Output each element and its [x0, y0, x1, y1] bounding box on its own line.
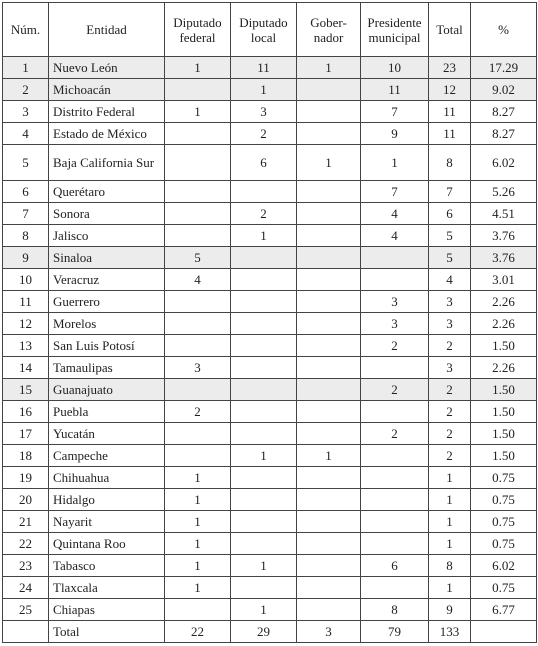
row-num: 8 [3, 225, 49, 247]
row-entidad: Veracruz [49, 269, 165, 291]
row-num: 13 [3, 335, 49, 357]
row-percent: 1.50 [471, 335, 537, 357]
row-num: 12 [3, 313, 49, 335]
row-presidente-municipal: 4 [361, 203, 429, 225]
row-diputado-federal [165, 123, 231, 145]
row-entidad: Baja California Sur [49, 145, 165, 181]
row-diputado-local: 1 [231, 555, 297, 577]
row-num: 11 [3, 291, 49, 313]
row-diputado-local [231, 335, 297, 357]
row-presidente-municipal: 2 [361, 379, 429, 401]
table-row [3, 577, 537, 599]
table-body [3, 57, 537, 621]
row-presidente-municipal: 8 [361, 599, 429, 621]
row-gobernador: 1 [297, 145, 361, 181]
row-total: 11 [429, 101, 471, 123]
row-total: 2 [429, 335, 471, 357]
row-entidad: Michoacán [49, 79, 165, 101]
row-diputado-local: 11 [231, 57, 297, 79]
row-diputado-local [231, 533, 297, 555]
table-row [3, 423, 537, 445]
row-diputado-federal [165, 203, 231, 225]
table-row [3, 269, 537, 291]
row-diputado-local [231, 269, 297, 291]
row-diputado-local [231, 291, 297, 313]
row-diputado-local [231, 511, 297, 533]
table-row [3, 357, 537, 379]
row-num: 25 [3, 599, 49, 621]
row-total: 11 [429, 123, 471, 145]
totals-gobernador: 3 [297, 621, 361, 643]
row-gobernador [297, 577, 361, 599]
row-total: 4 [429, 269, 471, 291]
row-num: 9 [3, 247, 49, 269]
table-row [3, 335, 537, 357]
table-row [3, 511, 537, 533]
row-percent: 0.75 [471, 489, 537, 511]
row-presidente-municipal: 10 [361, 57, 429, 79]
row-percent: 0.75 [471, 533, 537, 555]
row-num: 5 [3, 145, 49, 181]
row-percent: 1.50 [471, 445, 537, 467]
row-total: 1 [429, 533, 471, 555]
row-entidad: Guanajuato [49, 379, 165, 401]
header-total: Total [429, 3, 471, 57]
totals-diputado-local: 29 [231, 621, 297, 643]
row-diputado-local [231, 489, 297, 511]
row-gobernador [297, 291, 361, 313]
row-diputado-federal [165, 181, 231, 203]
row-entidad: Puebla [49, 401, 165, 423]
row-presidente-municipal [361, 577, 429, 599]
row-total: 23 [429, 57, 471, 79]
row-total: 1 [429, 467, 471, 489]
row-gobernador: 1 [297, 57, 361, 79]
row-presidente-municipal [361, 511, 429, 533]
row-total: 8 [429, 555, 471, 577]
row-diputado-local: 2 [231, 123, 297, 145]
row-diputado-federal [165, 313, 231, 335]
row-percent: 1.50 [471, 423, 537, 445]
row-gobernador [297, 269, 361, 291]
row-diputado-local [231, 401, 297, 423]
row-total: 9 [429, 599, 471, 621]
row-presidente-municipal [361, 445, 429, 467]
row-diputado-local [231, 313, 297, 335]
row-gobernador [297, 467, 361, 489]
row-total: 7 [429, 181, 471, 203]
totals-row [3, 621, 537, 643]
row-entidad: Distrito Federal [49, 101, 165, 123]
row-entidad: Tabasco [49, 555, 165, 577]
row-gobernador [297, 599, 361, 621]
row-diputado-federal [165, 145, 231, 181]
row-diputado-federal: 1 [165, 577, 231, 599]
row-gobernador [297, 555, 361, 577]
row-percent: 6.02 [471, 145, 537, 181]
row-gobernador [297, 423, 361, 445]
row-gobernador [297, 357, 361, 379]
row-gobernador [297, 379, 361, 401]
row-percent: 8.27 [471, 123, 537, 145]
row-presidente-municipal [361, 533, 429, 555]
row-presidente-municipal [361, 467, 429, 489]
row-diputado-federal: 1 [165, 57, 231, 79]
row-diputado-federal [165, 423, 231, 445]
row-num: 15 [3, 379, 49, 401]
row-num: 23 [3, 555, 49, 577]
row-gobernador [297, 225, 361, 247]
row-entidad: Querétaro [49, 181, 165, 203]
row-diputado-local: 1 [231, 599, 297, 621]
row-total: 2 [429, 423, 471, 445]
row-gobernador [297, 181, 361, 203]
row-presidente-municipal: 9 [361, 123, 429, 145]
row-total: 8 [429, 145, 471, 181]
row-diputado-local [231, 577, 297, 599]
row-diputado-federal [165, 335, 231, 357]
row-percent: 0.75 [471, 511, 537, 533]
row-num: 22 [3, 533, 49, 555]
row-num: 24 [3, 577, 49, 599]
row-diputado-local: 2 [231, 203, 297, 225]
table-row [3, 599, 537, 621]
row-diputado-federal [165, 379, 231, 401]
row-total: 3 [429, 357, 471, 379]
header-presidente-municipal: Presidente municipal [361, 3, 429, 57]
row-entidad: Chiapas [49, 599, 165, 621]
row-num: 18 [3, 445, 49, 467]
header-gobernador: Gober-nador [297, 3, 361, 57]
row-presidente-municipal [361, 269, 429, 291]
row-num: 2 [3, 79, 49, 101]
header-diputado-federal: Diputado federal [165, 3, 231, 57]
row-percent: 3.76 [471, 225, 537, 247]
row-gobernador [297, 101, 361, 123]
row-entidad: Yucatán [49, 423, 165, 445]
table-row [3, 203, 537, 225]
row-entidad: Morelos [49, 313, 165, 335]
row-percent: 2.26 [471, 313, 537, 335]
row-gobernador [297, 511, 361, 533]
row-entidad: Tamaulipas [49, 357, 165, 379]
row-presidente-municipal [361, 357, 429, 379]
table-row [3, 101, 537, 123]
row-entidad: Quintana Roo [49, 533, 165, 555]
row-diputado-federal: 1 [165, 511, 231, 533]
row-num: 21 [3, 511, 49, 533]
totals-num [3, 621, 49, 643]
row-gobernador [297, 489, 361, 511]
row-gobernador [297, 203, 361, 225]
row-num: 6 [3, 181, 49, 203]
row-diputado-local [231, 181, 297, 203]
table-row [3, 379, 537, 401]
row-presidente-municipal: 7 [361, 181, 429, 203]
table-row [3, 57, 537, 79]
row-diputado-federal: 1 [165, 467, 231, 489]
row-diputado-federal [165, 599, 231, 621]
row-num: 19 [3, 467, 49, 489]
row-total: 5 [429, 225, 471, 247]
row-presidente-municipal [361, 489, 429, 511]
table-row [3, 555, 537, 577]
row-entidad: Hidalgo [49, 489, 165, 511]
row-entidad: Guerrero [49, 291, 165, 313]
row-percent: 5.26 [471, 181, 537, 203]
table-row [3, 401, 537, 423]
row-percent: 1.50 [471, 379, 537, 401]
row-entidad: Campeche [49, 445, 165, 467]
row-diputado-local: 1 [231, 79, 297, 101]
row-percent: 4.51 [471, 203, 537, 225]
row-total: 3 [429, 313, 471, 335]
row-presidente-municipal [361, 247, 429, 269]
row-percent: 6.02 [471, 555, 537, 577]
row-diputado-local [231, 357, 297, 379]
row-percent: 9.02 [471, 79, 537, 101]
row-diputado-federal: 1 [165, 101, 231, 123]
row-diputado-federal [165, 445, 231, 467]
table-row [3, 445, 537, 467]
header-num: Núm. [3, 3, 49, 57]
table-row [3, 181, 537, 203]
row-entidad: Jalisco [49, 225, 165, 247]
row-entidad: San Luis Potosí [49, 335, 165, 357]
table-row [3, 533, 537, 555]
row-num: 17 [3, 423, 49, 445]
row-percent: 0.75 [471, 577, 537, 599]
row-gobernador [297, 335, 361, 357]
row-total: 2 [429, 379, 471, 401]
row-presidente-municipal: 2 [361, 335, 429, 357]
row-entidad: Nayarit [49, 511, 165, 533]
row-num: 1 [3, 57, 49, 79]
row-percent: 3.01 [471, 269, 537, 291]
row-num: 16 [3, 401, 49, 423]
row-percent: 6.77 [471, 599, 537, 621]
row-total: 2 [429, 445, 471, 467]
table-row [3, 79, 537, 101]
row-diputado-local [231, 247, 297, 269]
row-total: 1 [429, 489, 471, 511]
row-diputado-federal: 1 [165, 489, 231, 511]
header-percent: % [471, 3, 537, 57]
row-presidente-municipal: 1 [361, 145, 429, 181]
row-percent: 2.26 [471, 291, 537, 313]
header-diputado-local: Diputado local [231, 3, 297, 57]
row-percent: 8.27 [471, 101, 537, 123]
row-percent: 2.26 [471, 357, 537, 379]
row-num: 14 [3, 357, 49, 379]
row-diputado-local: 1 [231, 445, 297, 467]
row-percent: 1.50 [471, 401, 537, 423]
row-num: 10 [3, 269, 49, 291]
row-total: 1 [429, 577, 471, 599]
row-gobernador [297, 79, 361, 101]
table-row [3, 123, 537, 145]
row-entidad: Nuevo León [49, 57, 165, 79]
row-total: 2 [429, 401, 471, 423]
row-diputado-federal [165, 79, 231, 101]
totals-percent [471, 621, 537, 643]
table-row [3, 291, 537, 313]
row-num: 4 [3, 123, 49, 145]
row-total: 1 [429, 511, 471, 533]
row-presidente-municipal: 3 [361, 291, 429, 313]
table-row [3, 313, 537, 335]
row-num: 20 [3, 489, 49, 511]
row-entidad: Chihuahua [49, 467, 165, 489]
row-gobernador [297, 123, 361, 145]
row-num: 3 [3, 101, 49, 123]
row-num: 7 [3, 203, 49, 225]
row-percent: 0.75 [471, 467, 537, 489]
table-row [3, 225, 537, 247]
row-diputado-federal: 5 [165, 247, 231, 269]
row-total: 5 [429, 247, 471, 269]
row-diputado-local [231, 467, 297, 489]
row-gobernador: 1 [297, 445, 361, 467]
row-total: 12 [429, 79, 471, 101]
row-diputado-federal: 2 [165, 401, 231, 423]
row-entidad: Estado de México [49, 123, 165, 145]
row-diputado-federal [165, 291, 231, 313]
table-row [3, 467, 537, 489]
row-diputado-local: 3 [231, 101, 297, 123]
row-diputado-federal: 3 [165, 357, 231, 379]
row-gobernador [297, 313, 361, 335]
row-diputado-federal: 1 [165, 533, 231, 555]
totals-presidente-municipal: 79 [361, 621, 429, 643]
table-row [3, 489, 537, 511]
header-entidad: Entidad [49, 3, 165, 57]
row-entidad: Sonora [49, 203, 165, 225]
header-row [3, 3, 537, 57]
row-percent: 17.29 [471, 57, 537, 79]
row-diputado-local [231, 379, 297, 401]
entidad-table [2, 2, 537, 643]
row-presidente-municipal: 2 [361, 423, 429, 445]
row-diputado-local [231, 423, 297, 445]
row-diputado-federal [165, 225, 231, 247]
table-row [3, 247, 537, 269]
row-presidente-municipal: 7 [361, 101, 429, 123]
row-diputado-local: 6 [231, 145, 297, 181]
row-diputado-federal: 4 [165, 269, 231, 291]
row-diputado-federal: 1 [165, 555, 231, 577]
totals-label: Total [49, 621, 165, 643]
row-entidad: Sinaloa [49, 247, 165, 269]
row-gobernador [297, 247, 361, 269]
row-percent: 3.76 [471, 247, 537, 269]
table-row [3, 145, 537, 181]
row-gobernador [297, 401, 361, 423]
totals-total: 133 [429, 621, 471, 643]
row-presidente-municipal: 3 [361, 313, 429, 335]
row-entidad: Tlaxcala [49, 577, 165, 599]
row-presidente-municipal: 6 [361, 555, 429, 577]
row-gobernador [297, 533, 361, 555]
row-presidente-municipal: 4 [361, 225, 429, 247]
row-total: 3 [429, 291, 471, 313]
totals-diputado-federal: 22 [165, 621, 231, 643]
row-presidente-municipal [361, 401, 429, 423]
row-presidente-municipal: 11 [361, 79, 429, 101]
row-total: 6 [429, 203, 471, 225]
row-diputado-local: 1 [231, 225, 297, 247]
